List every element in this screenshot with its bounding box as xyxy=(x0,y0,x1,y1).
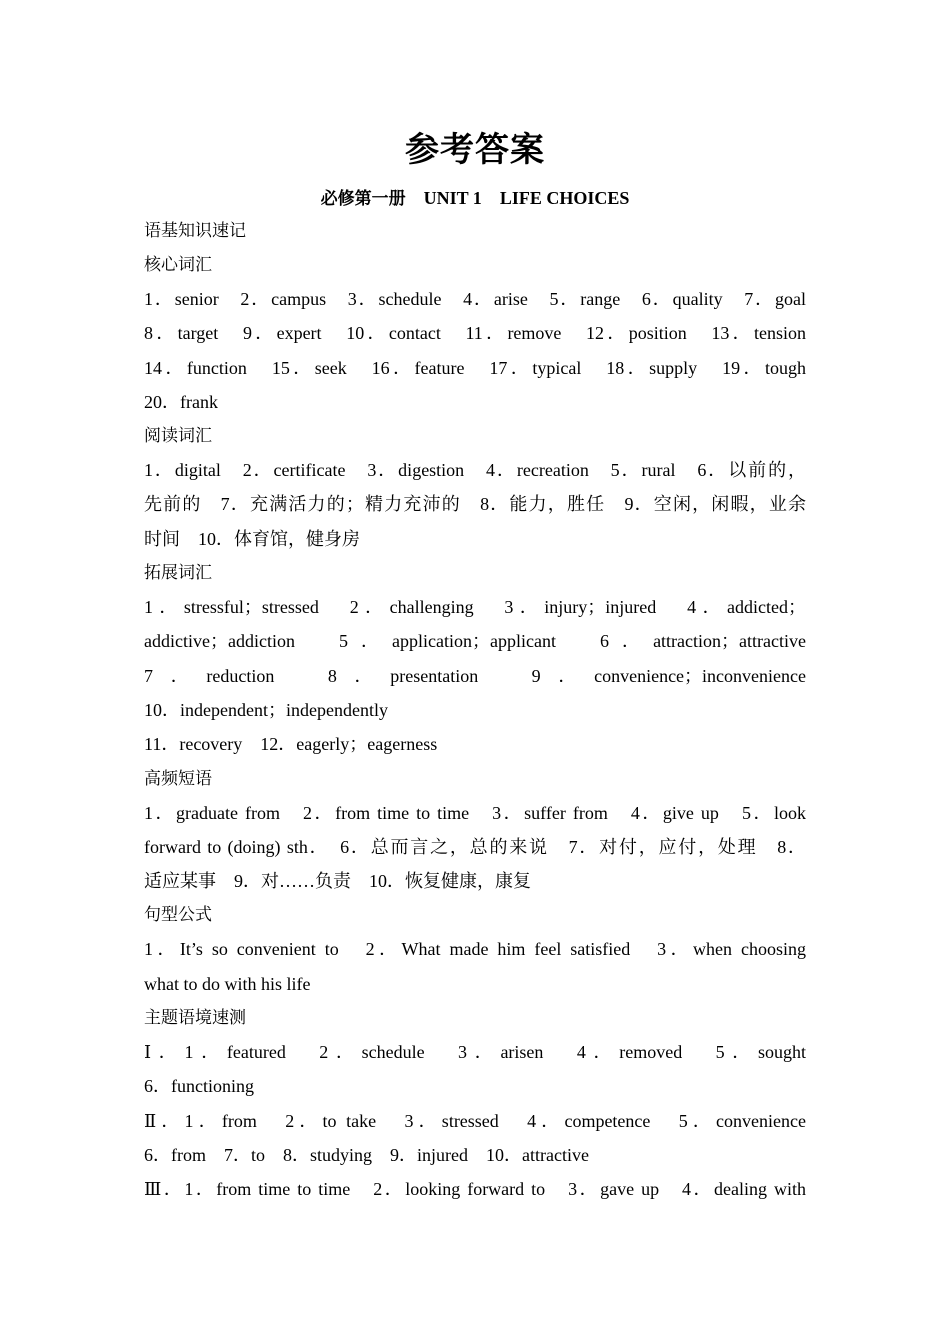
answer-line: 8．target 9．expert 10．contact 11．remove 12．position 13．tension xyxy=(144,323,806,344)
unit-label: UNIT 1 xyxy=(423,188,482,208)
answer-line: Ⅰ．1．featured 2．schedule 3．arisen 4．removed 5．sought xyxy=(144,1042,806,1063)
section-heading-reading-vocab: 阅读词汇 xyxy=(144,426,212,447)
section-heading-context-test: 主题语境速测 xyxy=(144,1008,246,1029)
answer-line: 1．graduate from 2．from time to time 3．suffer from 4．give up 5．look xyxy=(144,802,806,823)
answer-line: 6．from 7．to 8．studying 9．injured 10．attractive xyxy=(144,1144,589,1165)
intro-heading: 语基知识速记 xyxy=(144,221,246,241)
answer-line: 1．It’s so convenient to 2．What made him feel satisfied 3．when choosing xyxy=(144,939,806,960)
section-heading-phrases: 高频短语 xyxy=(144,768,212,789)
section-heading-sentence-patterns: 句型公式 xyxy=(144,905,212,926)
answer-line: addictive；addiction 5．application；applicant 6．attraction；attractive xyxy=(144,631,806,652)
answer-line: 14．function 15．seek 16．feature 17．typical 18．supply 19．tough xyxy=(144,357,806,378)
answer-line: forward to (doing) sth． 6．总而言之，总的来说 7．对付，应付，处理 8． xyxy=(144,836,806,857)
answer-line: Ⅱ．1．from 2．to take 3．stressed 4．competence 5．convenience xyxy=(144,1110,806,1131)
answer-line: 时间 10．体育馆，健身房 xyxy=(144,528,360,549)
answer-line: Ⅲ．1．from time to time 2．looking forward to 3．gave up 4．dealing with xyxy=(144,1179,807,1200)
answer-line: what to do with his life xyxy=(144,973,311,994)
answer-line: 先前的 7．充满活力的；精力充沛的 8．能力，胜任 9．空闲，闲暇，业余 xyxy=(144,494,806,515)
answer-line: 7．reduction 8．presentation 9．convenience；inconvenience xyxy=(144,665,806,686)
unit-theme: LIFE CHOICES xyxy=(499,188,630,208)
answer-line: 1．senior 2．campus 3．schedule 4．arise 5．range 6．quality 7．goal xyxy=(144,289,806,309)
page-title: 参考答案 xyxy=(405,130,545,170)
answer-line: 1．digital 2．certificate 3．digestion 4．recreation 5．rural 6．以前的， xyxy=(144,460,806,481)
book-label: 必修第一册 xyxy=(320,189,406,209)
answer-line: 6．functioning xyxy=(144,1076,254,1097)
answer-line: 10．independent；independently xyxy=(144,699,388,720)
answer-content xyxy=(144,214,806,1207)
answer-line: 适应某事 9．对……负责 10．恢复健康，康复 xyxy=(144,871,531,892)
unit-subtitle xyxy=(144,184,806,209)
section-heading-core-vocab: 核心词汇 xyxy=(144,255,212,275)
answer-line: 1．stressful；stressed 2．challenging 3．injury；injured 4．addicted； xyxy=(144,597,806,618)
answer-line: 20．frank xyxy=(144,391,218,412)
section-heading-extended-vocab: 拓展词汇 xyxy=(144,563,212,584)
answer-line: 11．recovery 12．eagerly；eagerness xyxy=(144,734,438,755)
